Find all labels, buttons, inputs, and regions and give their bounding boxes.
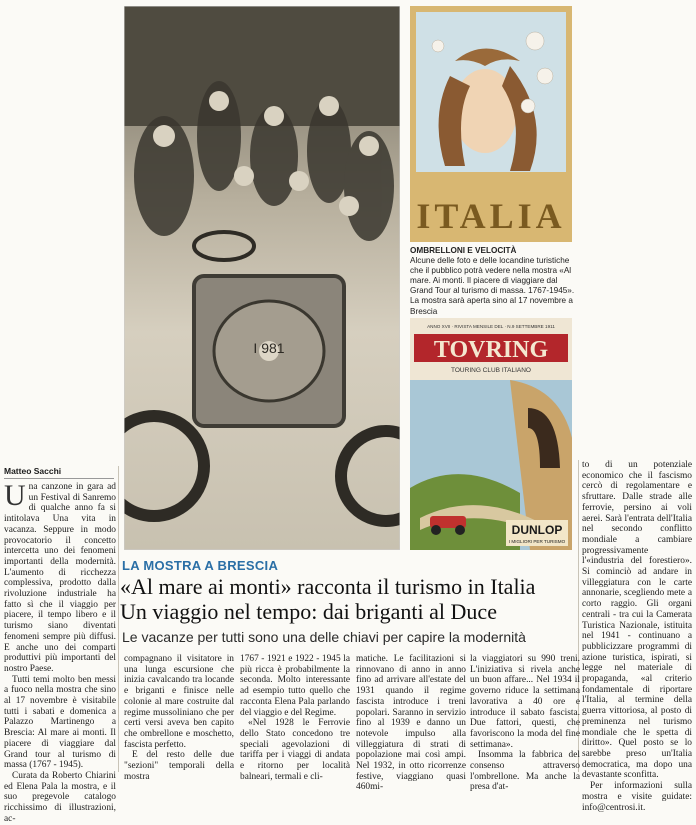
body-1-p2: E del resto delle due "sezioni" temporali della mostra <box>124 750 234 782</box>
photo-illustration <box>124 6 400 550</box>
subheadline: Le vacanze per tutti sono una delle chiavi per capire la modernità <box>122 629 526 645</box>
right-p2: Per informazioni sulla mostra e visite guidate: info@centrosi.it. <box>582 781 692 813</box>
paragraph-3: Curata da Roberto Chiarini ed Elena Pala la mostra, e il suo pregevole catalogo ricchissimo di illustrazioni, ac- <box>4 770 116 824</box>
kicker: LA MOSTRA A BRESCIA <box>122 558 279 573</box>
body-2-p1: 1767 - 1921 e 1922 - 1945 la più ricca è probabilmente la seconda. Molto interessante ad esempio tutto quello che racconta Elena Pala parlando del viaggio e del Regime. <box>240 654 350 718</box>
body-column-3 <box>356 654 466 793</box>
issue-line: ANNO XVII · RIVISTA MENSILE DEL · N.9 SETTEMBRE 1911 <box>427 324 555 329</box>
right-column <box>582 460 692 813</box>
paragraph-2: Tutti temi molto ben messi a fuoco nella mostra che sino al 17 novembre è visitabile tutti i sabati e domenica a Palazzo Martinengo a Brescia: Al mare ai monti. Il piacere di viaggiare dal Grand tour al turismo di massa (1767 - 1945). <box>4 674 116 771</box>
vintage-car-photo <box>124 6 400 550</box>
italia-word: ITALIA <box>416 196 566 236</box>
touring-sub: TOURING CLUB ITALIANO <box>451 367 531 374</box>
body-column-4 <box>470 654 580 793</box>
touring-illustration <box>410 318 572 550</box>
headline-second-line: Un viaggio nel tempo: dai briganti al Duce <box>120 599 497 624</box>
body-2-p2: «Nel 1928 le Ferrovie dello Stato concedono tre speciali agevolazioni di tariffa per i viaggi di andata e ritorno per località balneari, termali e cli- <box>240 718 350 782</box>
dunlop-sub: I MIGLIORI PER TURISMO <box>508 539 566 544</box>
paragraph-1-text: na canzone in gara ad un Festival di Sanremo di qualche anno fa si intitolava Una vita in vacanza. Seppure in modo provocatorio il concetto intercetta uno dei fenomeni importanti della modernità. L'aumento di ricchezza complessiva, prodotto dalla rivoluzione industriale ha fatto sì che il viaggio per piacere, il tempo libero e il turismo siano diventati fenomeni sempre più diffusi. E anche uno dei comparti produttivi più importanti del nostro Paese. <box>4 482 116 674</box>
photo-caption <box>410 246 576 317</box>
dunlop-brand: DUNLOP <box>511 523 563 537</box>
caption-head: OMBRELLONI E VELOCITÀ <box>410 246 517 255</box>
paragraph-1 <box>4 479 116 675</box>
body-1-p1: compagnano il visitatore in una lunga escursione che inizia cavalcando tra locande e briganti e finisce nelle colonie al mare costruite dal regime mussoliniano che per certi versi aveva ben capito che ombrellone e moschetto, fascista perfetto. <box>124 654 234 750</box>
drop-cap: U <box>4 479 26 512</box>
headline: «Al mare ai monti» racconta il turismo in Italia <box>120 574 536 599</box>
italia-poster <box>410 6 572 242</box>
body-3-p1: matiche. Le facilitazioni si rinnovano di anno in anno fino ad arrivare all'estate del 1931 quando il regime fascista introduce i treni popolari. Saranno in servizio fino al 1939 e danno un notevole impulso alla villeggiatura di strati di popolazione mai così ampi. Nel 1932, in otto ricorrenze festive, viaggiano quasi 460mi- <box>356 654 466 793</box>
caption-text: Alcune delle foto e delle locandine turistiche che il pubblico potrà vedere nella mostra «Al mare. Ai monti. Il piacere di viaggiare dal Grand Tour al turismo di massa. 1767-1945». La mostra sarà aperta sino al 17 novembre a Brescia <box>410 256 575 316</box>
body-4-p2: Insomma la fabbrica del consenso attraverso l'ombrellone. Ma anche la presa d'at- <box>470 750 580 793</box>
column-rule-left <box>118 466 119 772</box>
article-author: Matteo Sacchi <box>4 466 114 479</box>
body-column-2 <box>240 654 350 782</box>
body-column-1 <box>124 654 234 782</box>
left-column <box>4 479 116 825</box>
touring-masthead: TOVRING <box>433 337 549 363</box>
touring-poster <box>410 318 572 550</box>
right-p1: to di un potenziale economico che il fascismo cercò di regolamentare e sfruttare. Dalle strade alle ferrovie, persino ai voli aerei. Sarà l'entrata dell'Italia nel secondo conflitto mondiale a cambiare progressivamente l'«industria del forestiero». Si cominciò ad andare in villeggiatura con le carte annonarie, scegliendo mete a corto raggio. Gli organi centrali - tra cui la Camerata Turistica Nazionale, istituita nel 1941 - continuano a pubblicizzare programmi di azione turistica, ispirati, si legge nel materiale di propaganda, «al criterio fondamentale di riportare l'Italia, al termine della guerra vittoriosa, al posto di preminenza nel turismo mondiale che le spetta di diritto». Quel posto se lo sarebbe preso un'Italia democratica, ma dopo una devastante sconfitta. <box>582 460 692 781</box>
body-4-p1: la viaggiatori su 990 treni. L'iniziativa si rivela anche un buon affare... Nel 1934 il governo riduce la settimana lavorativa a 40 ore e introduce il sabato fascista. Due fattori, questi, che favoriscono la moda del fine settimana». <box>470 654 580 750</box>
venus-illustration <box>410 6 572 242</box>
car-plate: I 981 <box>253 340 285 356</box>
